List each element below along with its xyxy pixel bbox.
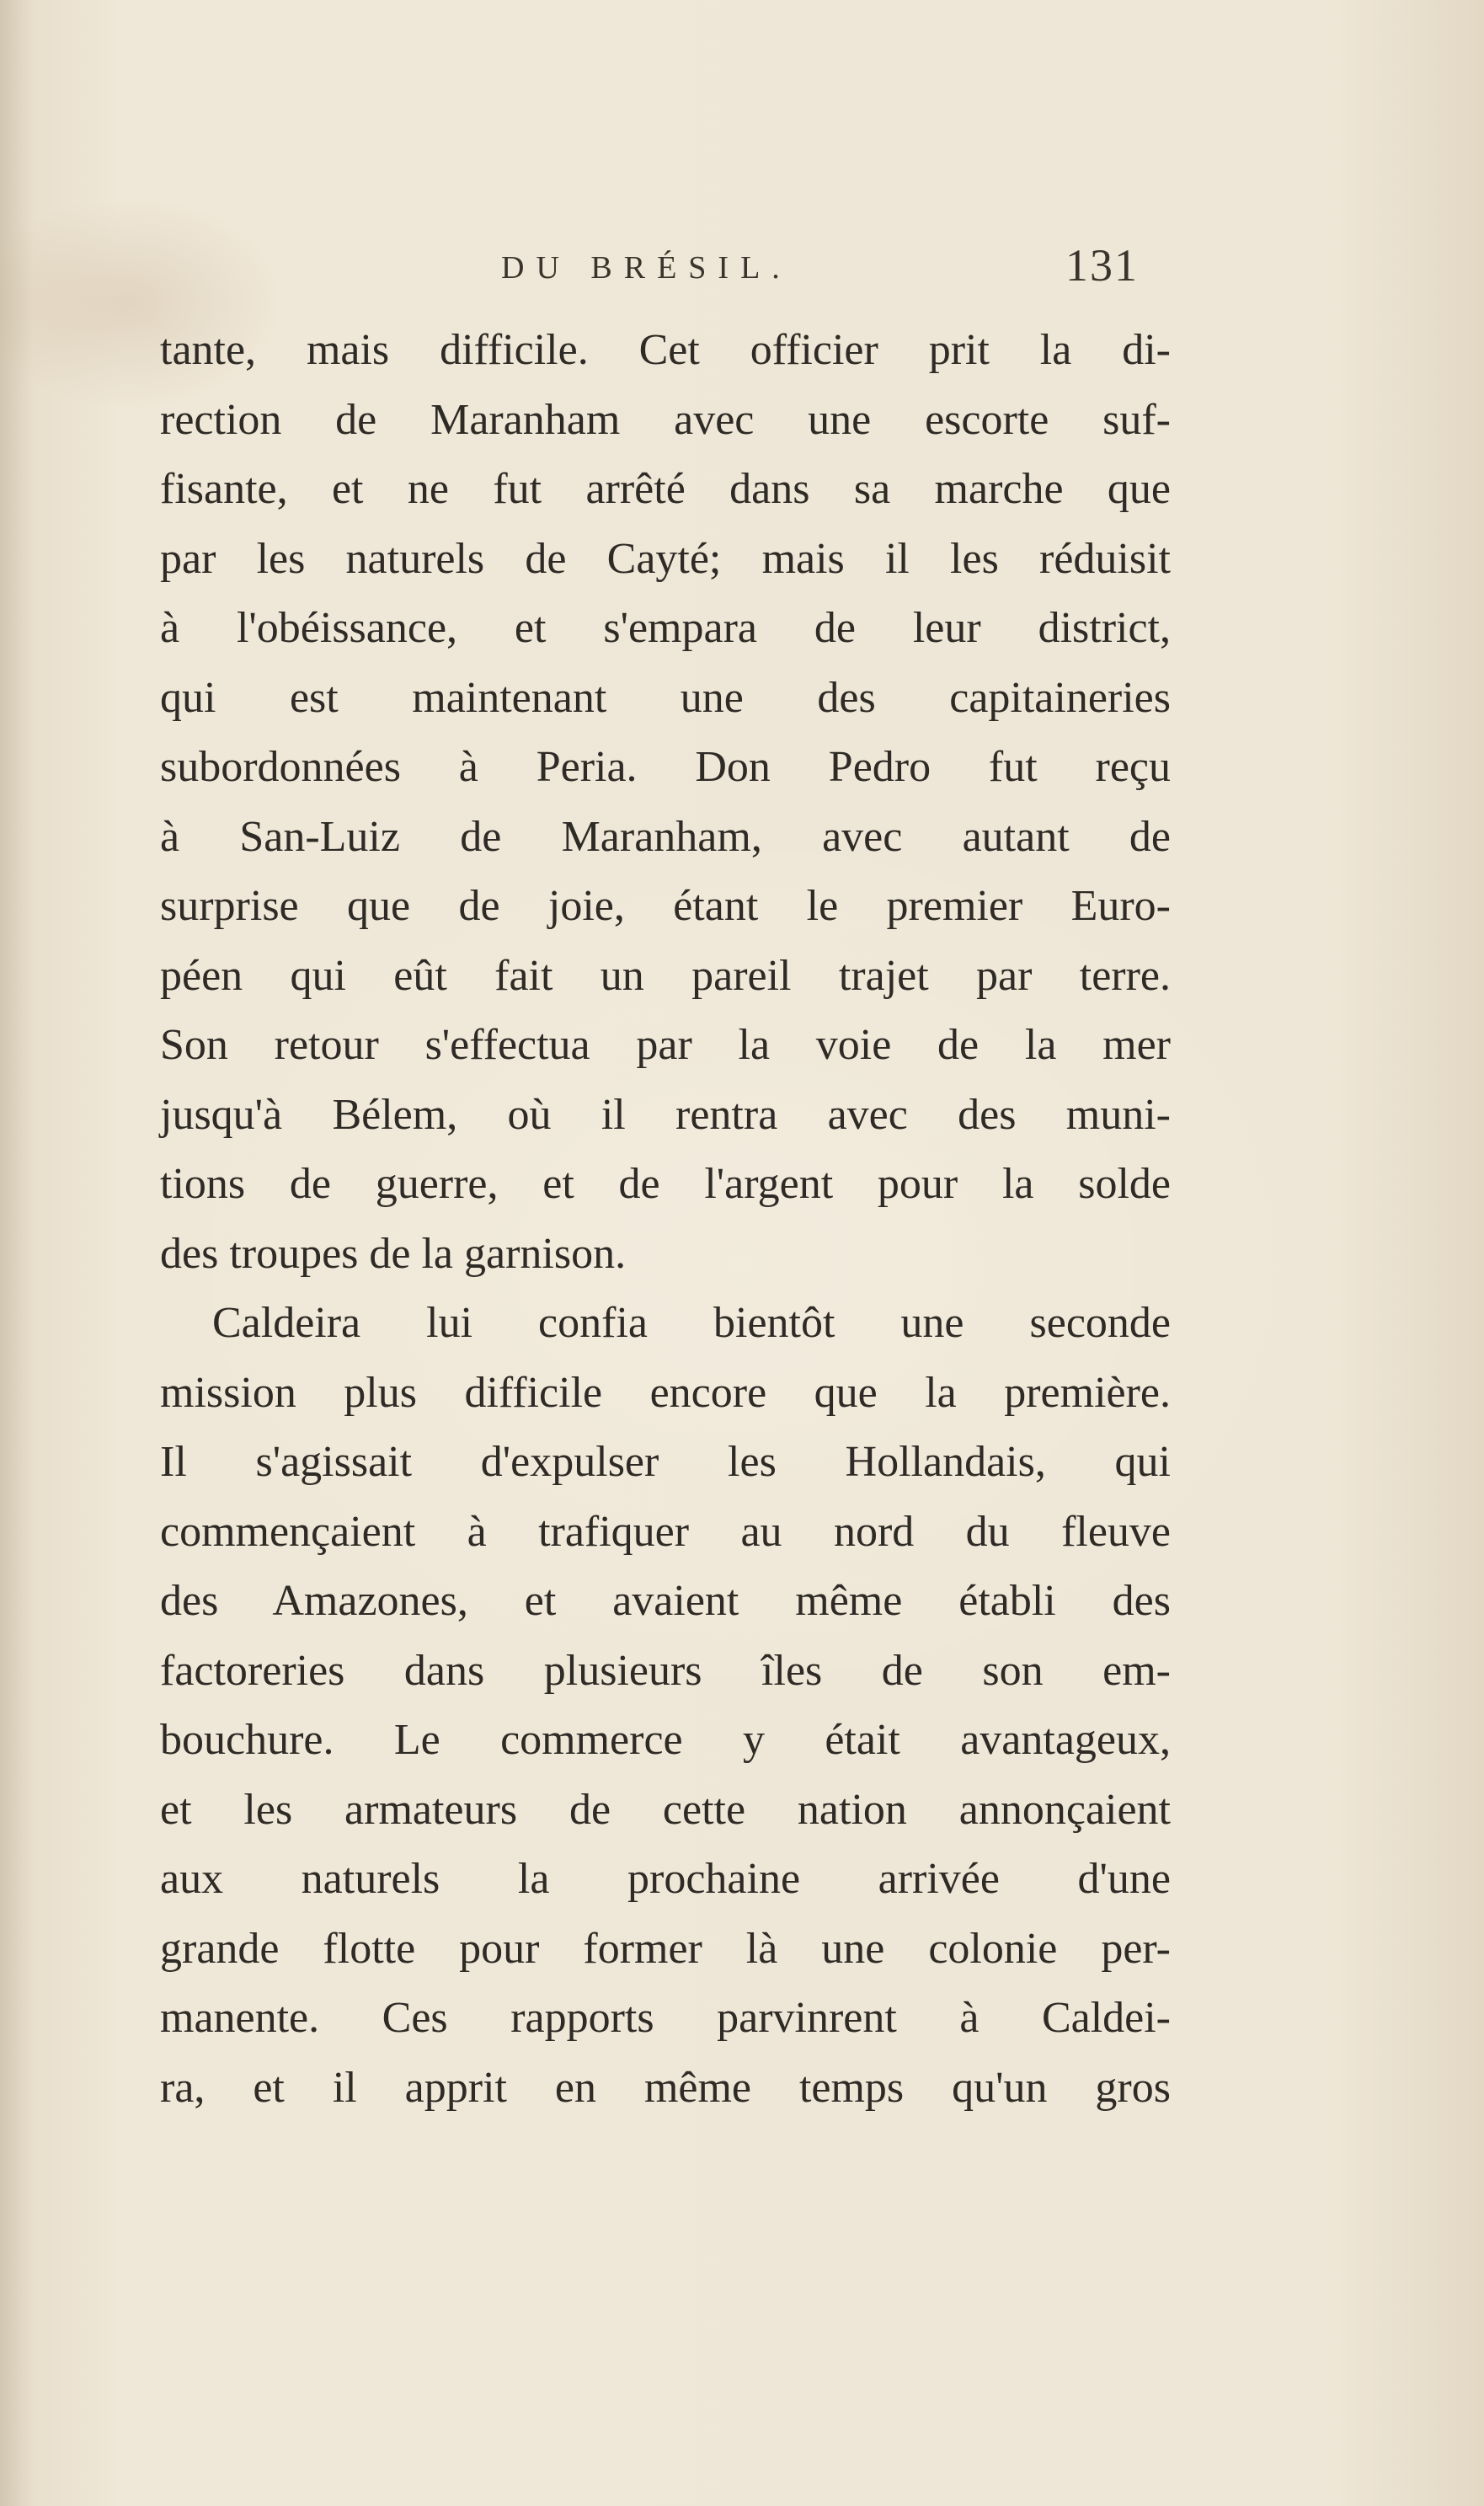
text-line: péen qui eût fait un pareil trajet par terre. — [160, 951, 1171, 1000]
paragraph-start-line: Caldeira lui confia bientôt une seconde — [212, 1299, 1171, 1347]
text-line: Son retour s'effectua par la voie de la mer — [160, 1021, 1171, 1069]
text-line: subordonnées à Peria. Don Pedro fut reçu — [160, 743, 1171, 791]
text-line: rection de Maranham avec une escorte suf- — [160, 395, 1171, 444]
page-number: 131 — [1065, 240, 1139, 291]
text-line: ra, et il apprit en même temps qu'un gros — [160, 2063, 1171, 2112]
body-text — [160, 316, 1171, 2123]
page-fold-shadow — [0, 0, 34, 2506]
text-line: et les armateurs de cette nation annonçaient — [160, 1785, 1171, 1834]
running-title: DU BRÉSIL. — [501, 250, 792, 286]
text-line: qui est maintenant une des capitaineries — [160, 673, 1171, 722]
text-line: à l'obéissance, et s'empara de leur district, — [160, 604, 1171, 652]
text-line: fisante, et ne fut arrêté dans sa marche que — [160, 465, 1171, 513]
text-line: jusqu'à Bélem, où il rentra avec des muni- — [160, 1090, 1171, 1139]
text-line: Il s'agissait d'expulser les Hollandais, qui — [160, 1438, 1171, 1486]
text-line: commençaient à trafiquer au nord du fleuve — [160, 1507, 1171, 1556]
text-line: surprise que de joie, étant le premier Euro- — [160, 882, 1171, 930]
page-header — [160, 240, 1171, 300]
text-line: grande flotte pour former là une colonie per- — [160, 1924, 1171, 1973]
text-line: bouchure. Le commerce y était avantageux, — [160, 1716, 1171, 1764]
text-line: tions de guerre, et de l'argent pour la solde — [160, 1160, 1171, 1208]
text-line: des troupes de la garnison. — [160, 1229, 627, 1278]
text-line: aux naturels la prochaine arrivée d'une — [160, 1855, 1171, 1903]
text-line: par les naturels de Cayté; mais il les réduisit — [160, 534, 1171, 583]
text-line: tante, mais difficile. Cet officier prit la di- — [160, 326, 1171, 374]
text-line: factoreries dans plusieurs îles de son em- — [160, 1646, 1171, 1695]
text-line: des Amazones, et avaient même établi des — [160, 1577, 1171, 1625]
text-line: à San-Luiz de Maranham, avec autant de — [160, 812, 1171, 861]
text-line: mission plus difficile encore que la première. — [160, 1368, 1171, 1417]
text-line: manente. Ces rapports parvinrent à Caldei- — [160, 1994, 1171, 2042]
